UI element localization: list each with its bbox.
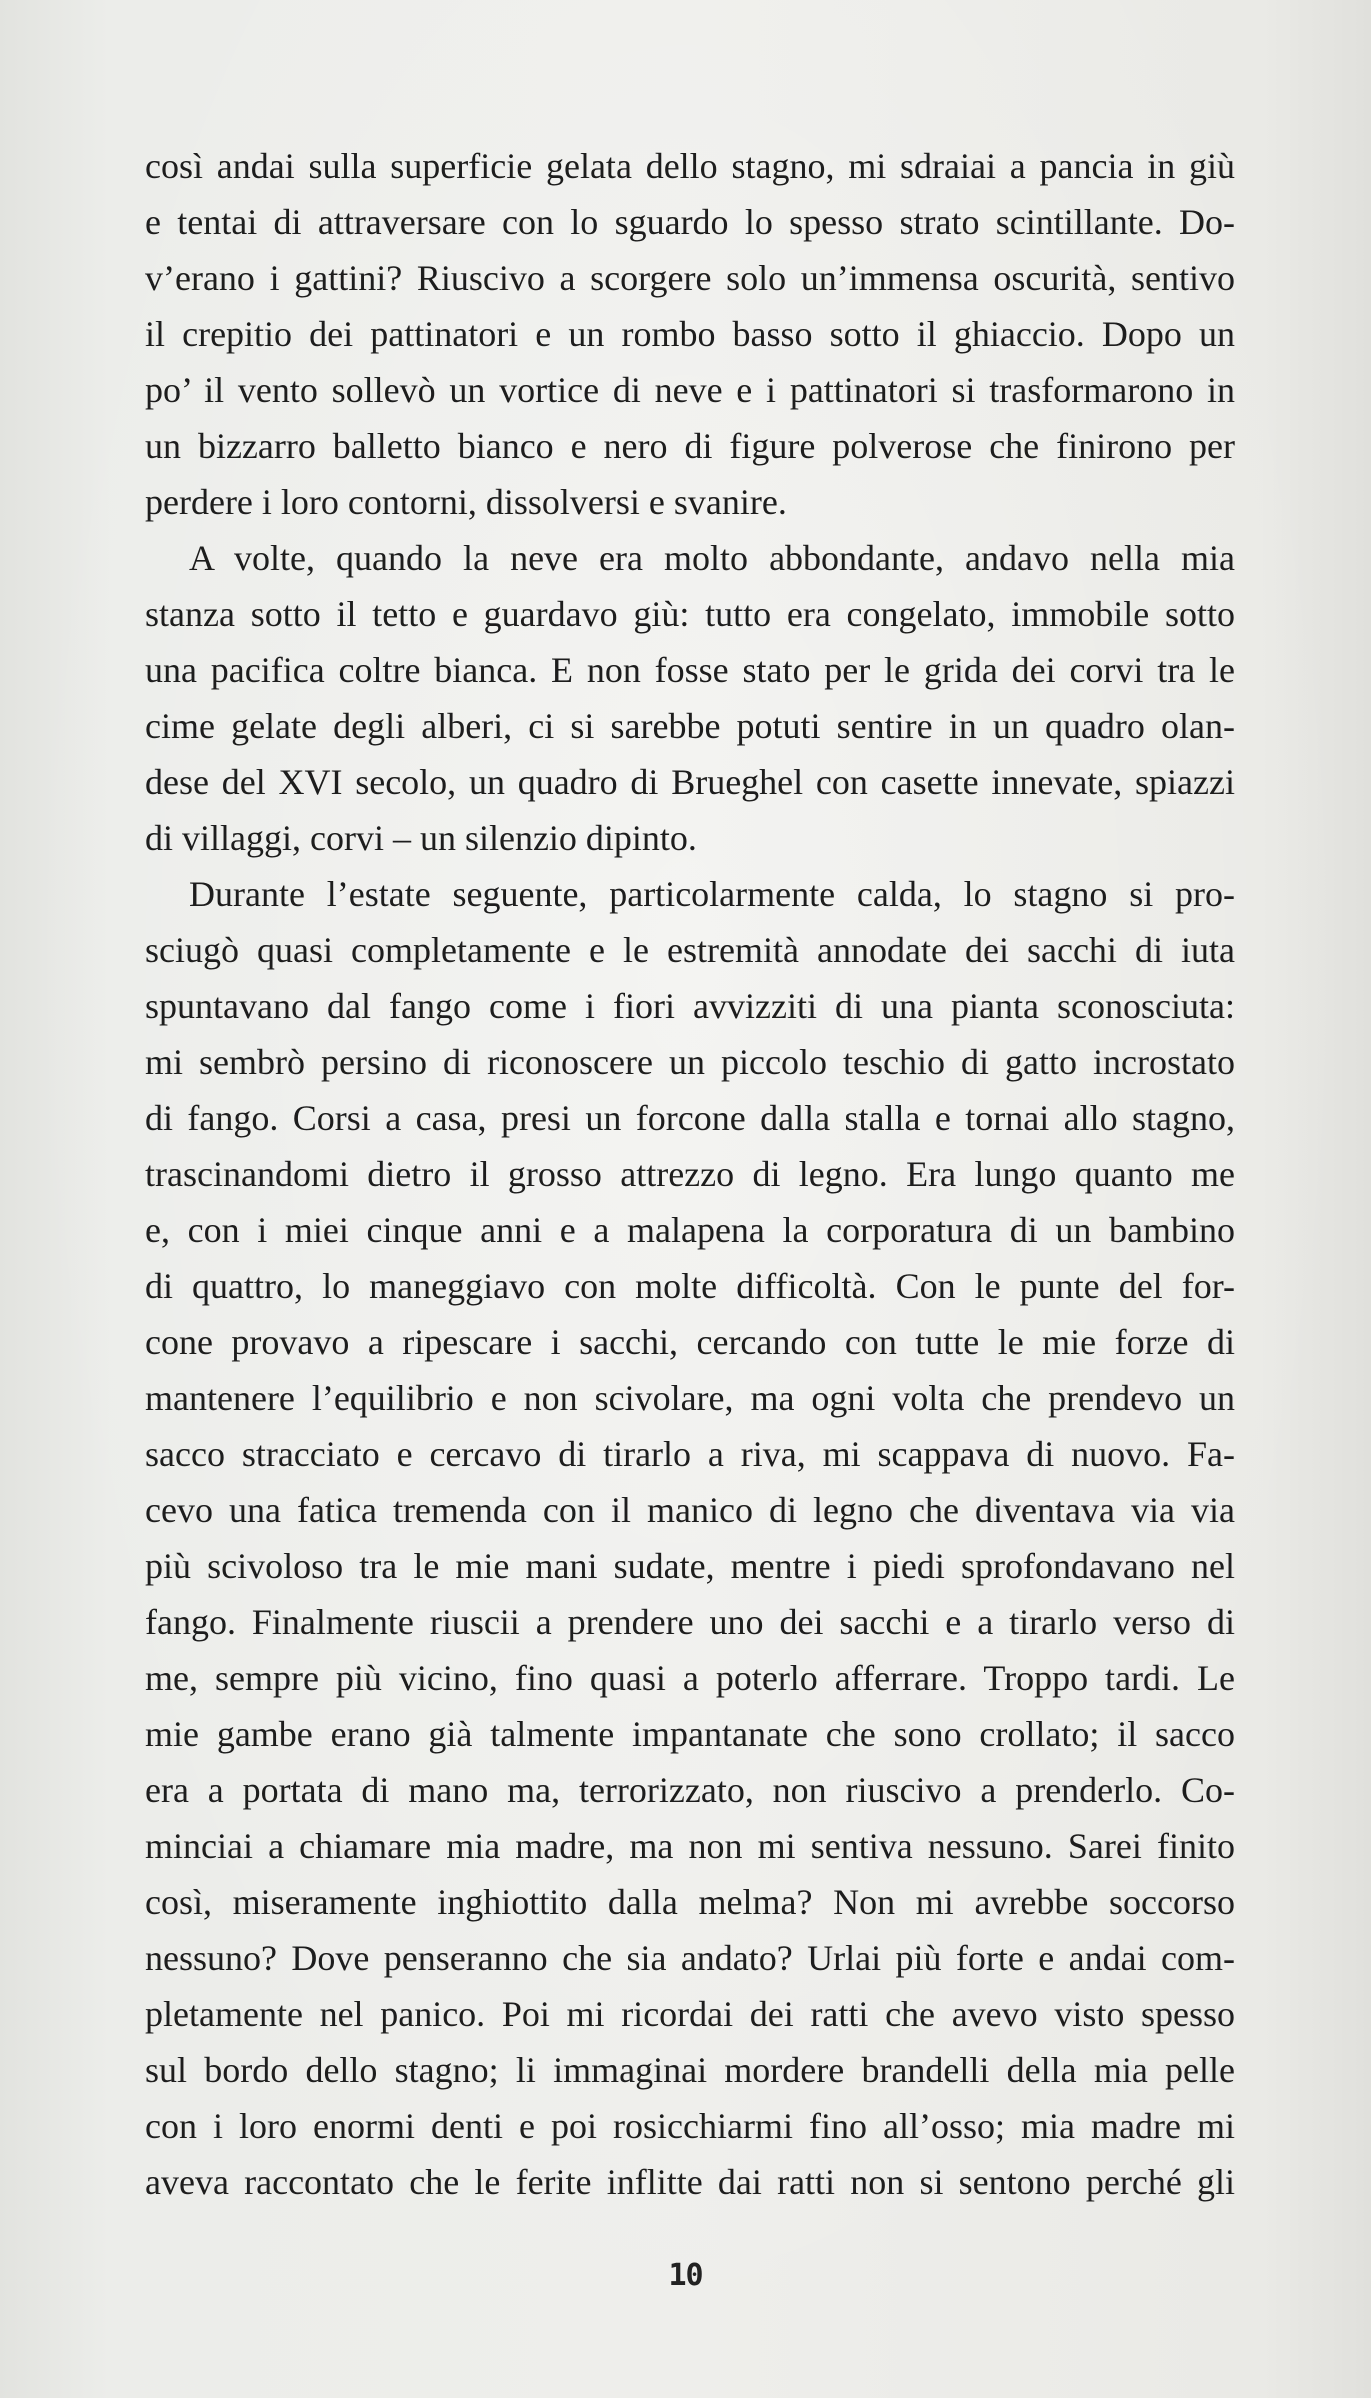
text-line: trascinandomi dietro il grosso attrezzo di legno. Era lungo quanto me <box>145 1154 1235 1194</box>
text-line: il crepitio dei pattinatori e un rombo basso sotto il ghiaccio. Dopo un <box>145 314 1235 354</box>
text-line: così, miseramente inghiottito dalla melma? Non mi avrebbe soccorso <box>145 1882 1235 1922</box>
text-line: Durante l’estate seguente, particolarmente calda, lo stagno si pro- <box>189 874 1235 914</box>
text-line: di fango. Corsi a casa, presi un forcone dalla stalla e tornai allo stagno, <box>145 1098 1235 1138</box>
text-line: e, con i miei cinque anni e a malapena la corporatura di un bambino <box>145 1210 1235 1250</box>
text-line: A volte, quando la neve era molto abbondante, andavo nella mia <box>189 538 1235 578</box>
text-line: cime gelate degli alberi, ci si sarebbe potuti sentire in un quadro olan- <box>145 706 1235 746</box>
text-line: una pacifica coltre bianca. E non fosse stato per le grida dei corvi tra le <box>145 650 1235 690</box>
text-line: sciugò quasi completamente e le estremità annodate dei sacchi di iuta <box>145 930 1235 970</box>
page-number: 10 <box>668 2258 703 2293</box>
text-line: dese del XVI secolo, un quadro di Brueghel con casette innevate, spiazzi <box>145 762 1235 802</box>
text-line: era a portata di mano ma, terrorizzato, non riuscivo a prenderlo. Co- <box>145 1770 1235 1810</box>
text-line: aveva raccontato che le ferite inflitte dai ratti non si sentono perché gli <box>145 2162 1235 2202</box>
text-line: più scivoloso tra le mie mani sudate, mentre i piedi sprofondavano nel <box>145 1546 1235 1586</box>
text-line: mi sembrò persino di riconoscere un piccolo teschio di gatto incrostato <box>145 1042 1235 1082</box>
text-line: cevo una fatica tremenda con il manico di legno che diventava via via <box>145 1490 1235 1530</box>
text-line: di quattro, lo maneggiavo con molte difficoltà. Con le punte del for- <box>145 1266 1235 1306</box>
text-line: sacco stracciato e cercavo di tirarlo a riva, mi scappava di nuovo. Fa- <box>145 1434 1235 1474</box>
text-line: sul bordo dello stagno; li immaginai mordere brandelli della mia pelle <box>145 2050 1235 2090</box>
text-line: pletamente nel panico. Poi mi ricordai dei ratti che avevo visto spesso <box>145 1994 1235 2034</box>
text-line: minciai a chiamare mia madre, ma non mi sentiva nessuno. Sarei finito <box>145 1826 1235 1866</box>
text-line: così andai sulla superficie gelata dello stagno, mi sdraiai a pancia in giù <box>145 146 1235 186</box>
text-line: un bizzarro balletto bianco e nero di figure polverose che finirono per <box>145 426 1235 466</box>
text-line: stanza sotto il tetto e guardavo giù: tutto era congelato, immobile sotto <box>145 594 1235 634</box>
text-line: po’ il vento sollevò un vortice di neve e i pattinatori si trasformarono in <box>145 370 1235 410</box>
text-line: di villaggi, corvi – un silenzio dipinto. <box>145 818 697 858</box>
text-line: mie gambe erano già talmente impantanate che sono crollato; il sacco <box>145 1714 1235 1754</box>
text-line: fango. Finalmente riuscii a prendere uno dei sacchi e a tirarlo verso di <box>145 1602 1235 1642</box>
text-line: nessuno? Dove penseranno che sia andato? Urlai più forte e andai com- <box>145 1938 1235 1978</box>
text-line: cone provavo a ripescare i sacchi, cercando con tutte le mie forze di <box>145 1322 1235 1362</box>
text-line: me, sempre più vicino, fino quasi a poterlo afferrare. Troppo tardi. Le <box>145 1658 1235 1698</box>
text-line: perdere i loro contorni, dissolversi e svanire. <box>145 482 787 522</box>
text-line: spuntavano dal fango come i fiori avvizziti di una pianta sconosciuta: <box>145 986 1235 1026</box>
text-line: e tentai di attraversare con lo sguardo lo spesso strato scintillante. Do- <box>145 202 1235 242</box>
text-line: con i loro enormi denti e poi rosicchiarmi fino all’osso; mia madre mi <box>145 2106 1235 2146</box>
text-line: mantenere l’equilibrio e non scivolare, ma ogni volta che prendevo un <box>145 1378 1235 1418</box>
text-line: v’erano i gattini? Riuscivo a scorgere solo un’immensa oscurità, sentivo <box>145 258 1235 298</box>
body-text <box>145 138 1235 2210</box>
